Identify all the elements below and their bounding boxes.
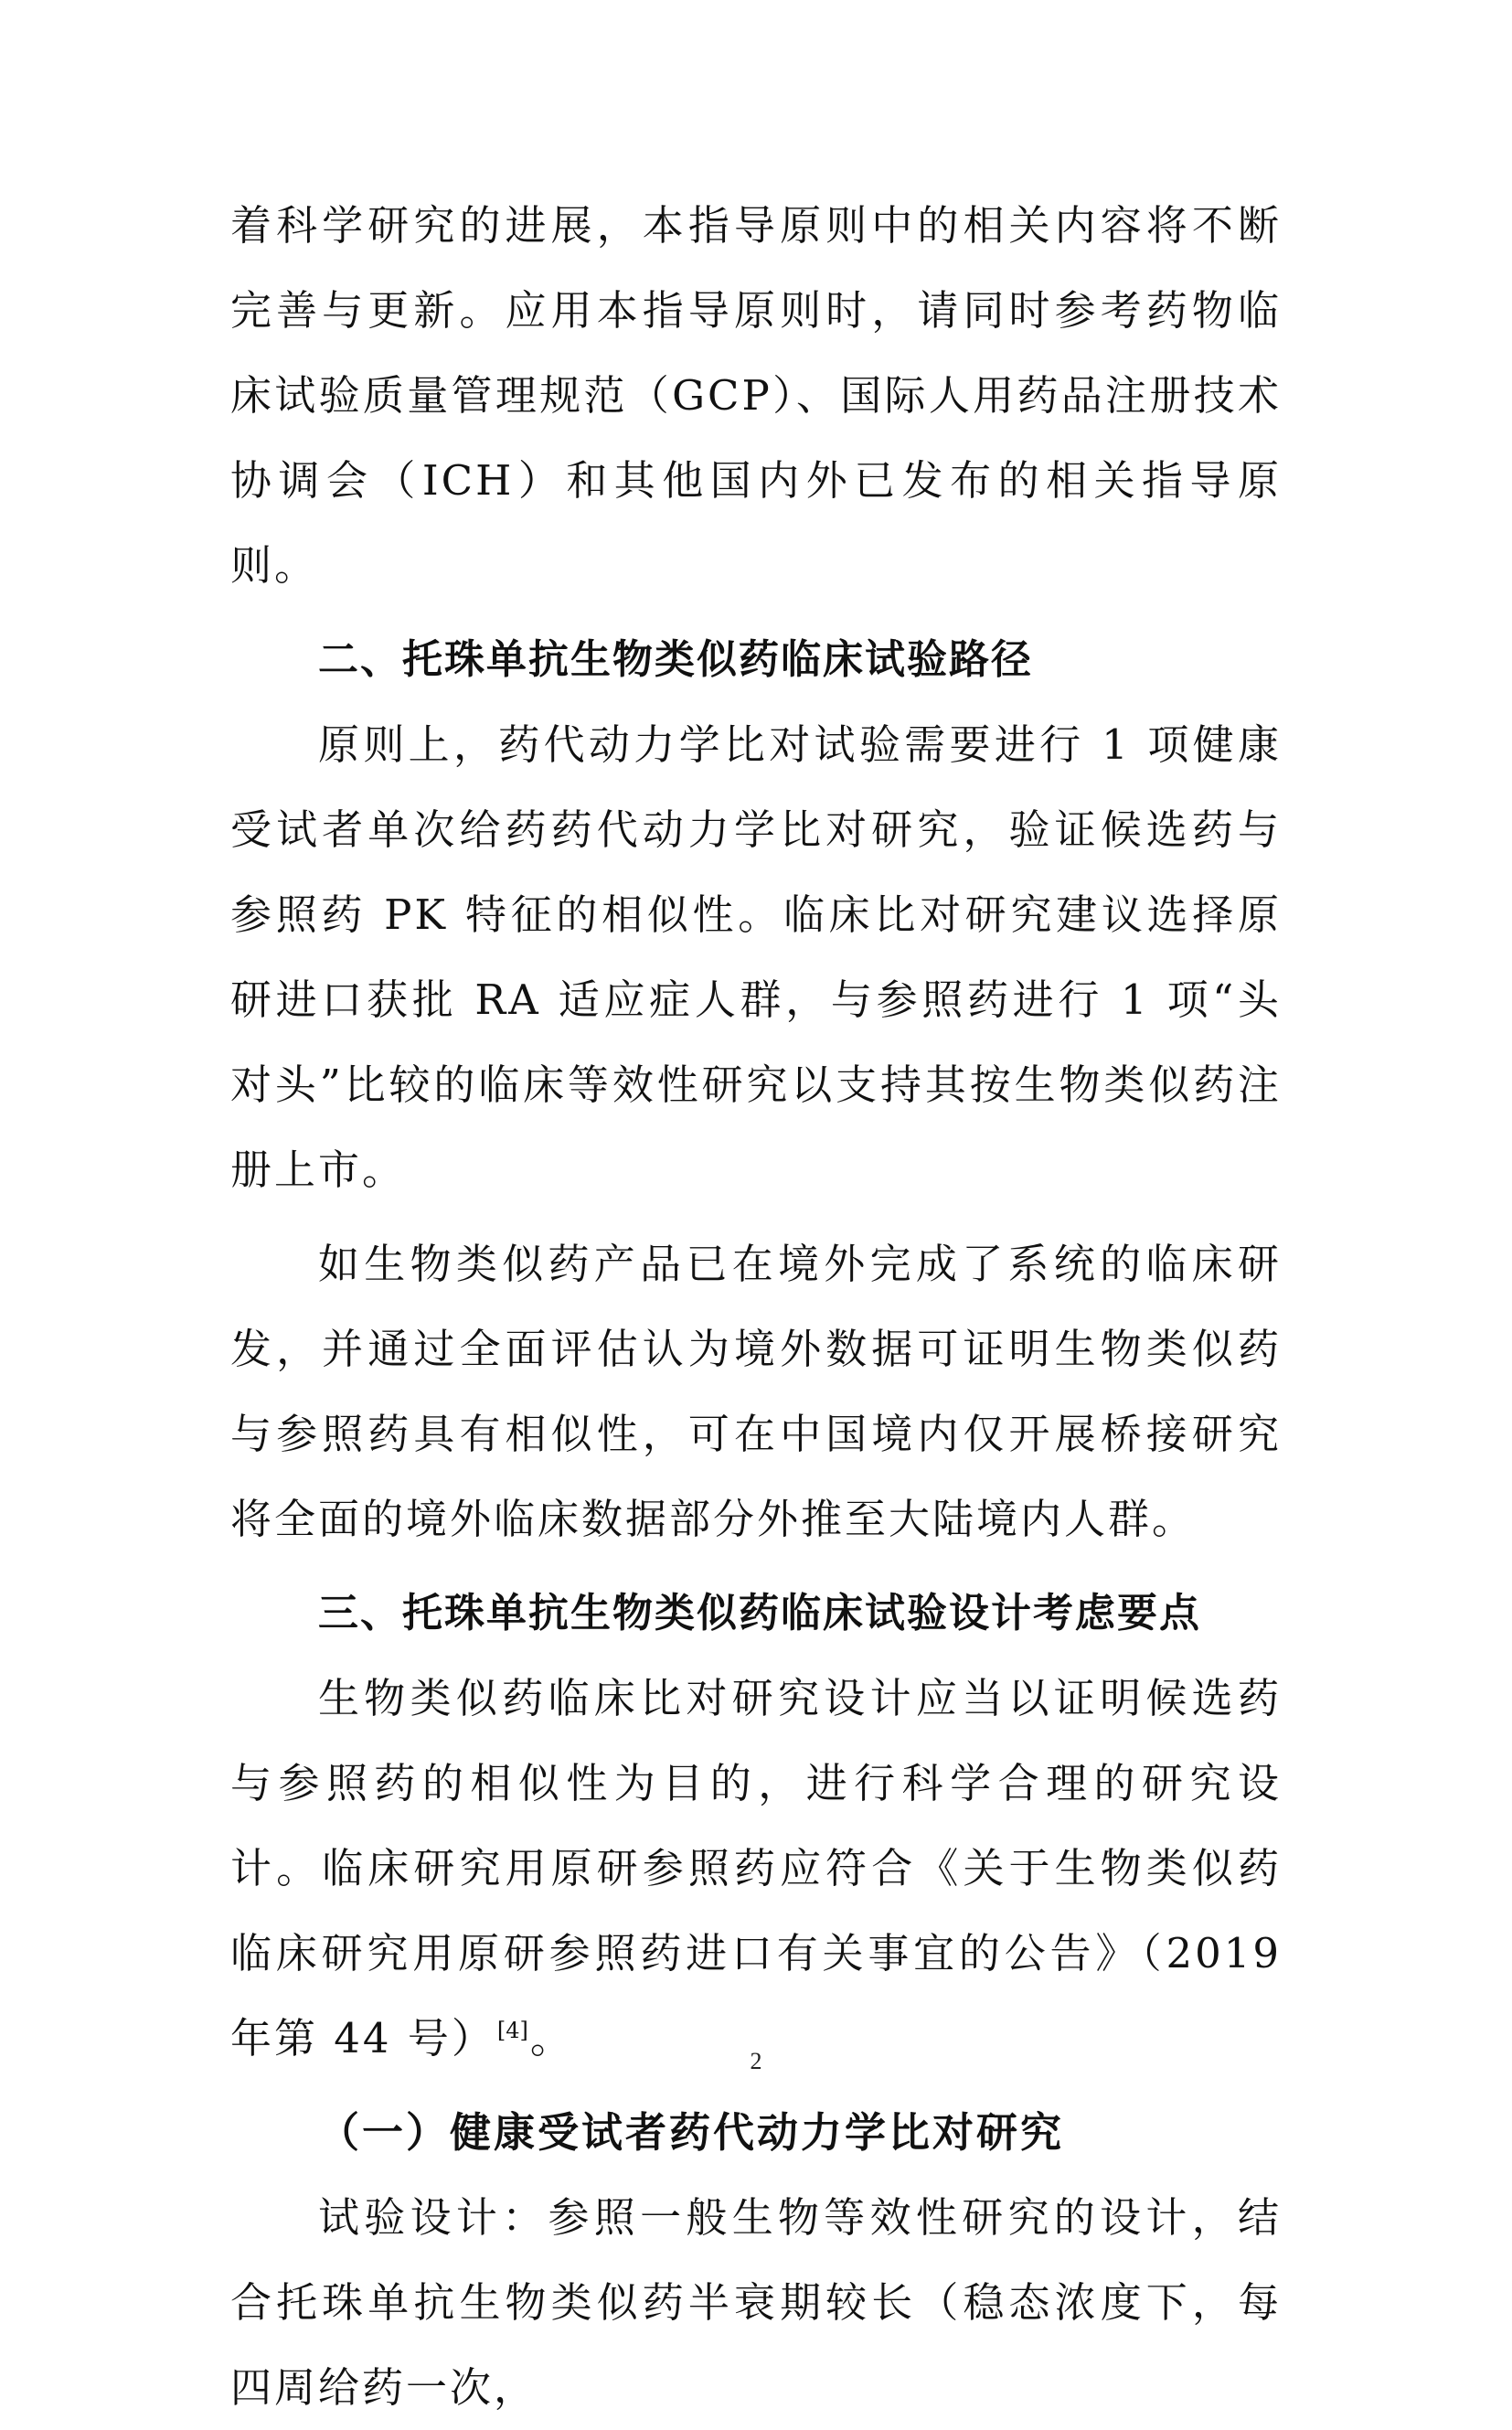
citation-reference: [4] <box>496 2018 528 2043</box>
page-body <box>230 183 1282 2430</box>
subsection-heading-3-1: （一）健康受试者药代动力学比对研究 <box>318 2108 1065 2157</box>
spacer <box>230 1212 1282 1221</box>
paragraph-pk-study-path: 原则上，药代动力学比对试验需要进行 1 项健康受试者单次给药药代动力学比对研究，验证候选药与参照药 PK 特征的相似性。临床比对研究建议选择原研进口获批 RA 适应症人群，与参照药进行 1 项“头对头”比较的临床等效性研究以支持其按生物类似药注册上市。 <box>230 720 1282 1194</box>
section-heading-2: 二、托珠单抗生物类似药临床试验路径 <box>318 636 1033 683</box>
paragraph-design-principle <box>230 1656 1282 2081</box>
paragraph-bridging-study: 如生物类似药产品已在境外完成了系统的临床研发，并通过全面评估认为境外数据可证明生物类似药与参照药具有相似性，可在中国境内仅开展桥接研究将全面的境外临床数据部分外推至大陆境内人群。 <box>230 1240 1282 1543</box>
spacer <box>230 608 1282 617</box>
section-heading-3: 三、托珠单抗生物类似药临床试验设计考虑要点 <box>318 1590 1201 1636</box>
paragraph-trial-design: 试验设计：参照一般生物等效性研究的设计，结合托珠单抗生物类似药半衰期较长（稳态浓度下，每四周给药一次， <box>230 2193 1282 2412</box>
spacer <box>230 1561 1282 1571</box>
spacer <box>230 2081 1282 2090</box>
paragraph-end-mark: 。 <box>529 2014 574 2062</box>
paragraph-continued: 着科学研究的进展，本指导原则中的相关内容将不断完善与更新。应用本指导原则时，请同时参考药物临床试验质量管理规范（GCP）、国际人用药品注册技术协调会（ICH）和其他国内外已发布的相关指导原则。 <box>230 201 1282 590</box>
page-number: 2 <box>750 2048 762 2074</box>
paragraph-design-principle-text: 生物类似药临床比对研究设计应当以证明候选药与参照药的相似性为目的，进行科学合理的研究设计。临床研究用原研参照药应符合《关于生物类似药临床研究用原研参照药进口有关事宜的公告》（2019 年第 44 号） <box>230 1674 1282 2062</box>
